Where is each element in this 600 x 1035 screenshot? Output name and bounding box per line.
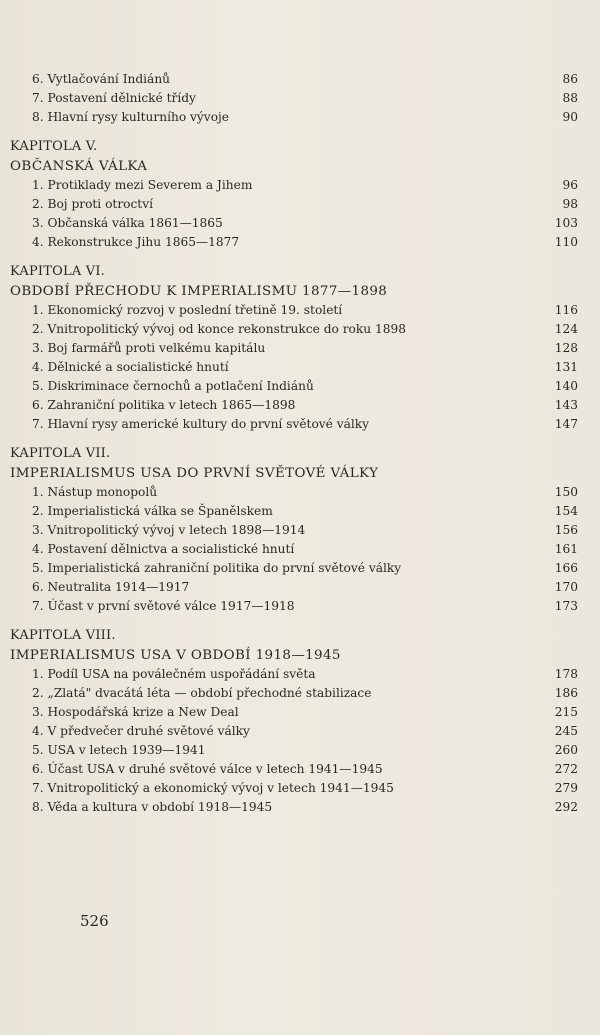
toc-entry: [10, 320, 578, 339]
toc-entry: [10, 798, 578, 817]
entry-page: 150: [554, 485, 578, 499]
entry-label: 6. Zahraniční politika v letech 1865—1898: [32, 398, 296, 412]
entry-page: 186: [554, 686, 578, 700]
toc-entry: [10, 684, 578, 703]
entry-label: 1. Protiklady mezi Severem a Jihem: [32, 178, 253, 192]
chapter-title: OBČANSKÁ VÁLKA: [10, 159, 148, 174]
chapter-heading: KAPITOLA VI.: [10, 264, 105, 279]
entry-page: 86: [562, 72, 578, 86]
toc-entry: [10, 760, 578, 779]
entry-label: 4. Rekonstrukce Jihu 1865—1877: [32, 235, 240, 249]
entry-label: 4. V předvečer druhé světové války: [32, 724, 250, 738]
page-number: 526: [80, 912, 109, 930]
entry-page: 166: [554, 561, 578, 575]
entry-page: 292: [554, 800, 578, 814]
entry-page: 279: [554, 781, 578, 795]
leading-items: [10, 70, 578, 127]
entry-label: 3. Občanská válka 1861—1865: [32, 216, 223, 230]
entry-page: 88: [562, 91, 578, 105]
toc-entry: [10, 483, 578, 502]
entry-label: 8. Věda a kultura v období 1918—1945: [32, 800, 273, 814]
entry-page: 143: [554, 398, 578, 412]
toc-entry: [10, 779, 578, 798]
entry-label: 7. Postavení dělnické třídy: [32, 91, 196, 105]
entry-label: 2. Vnitropolitický vývoj od konce rekonstrukce do roku 1898: [32, 322, 406, 336]
entry-label: 6. Účast USA v druhé světové válce v letech 1941—1945: [32, 762, 383, 776]
entry-page: 161: [554, 542, 578, 556]
table-of-contents: [10, 70, 578, 817]
entry-page: 140: [554, 379, 578, 393]
entry-page: 131: [554, 360, 578, 374]
chapter-heading: KAPITOLA V.: [10, 139, 98, 154]
entry-label: 7. Účast v první světové válce 1917—1918: [32, 599, 295, 613]
chapter-viii: [10, 626, 578, 817]
chapter-heading: KAPITOLA VIII.: [10, 628, 116, 643]
entry-label: 3. Hospodářská krize a New Deal: [32, 705, 239, 719]
entry-label: 3. Boj farmářů proti velkému kapitálu: [32, 341, 266, 355]
entry-label: 7. Hlavní rysy americké kultury do první světové války: [32, 417, 370, 431]
entry-label: 5. Imperialistická zahraniční politika do první světové války: [32, 561, 402, 575]
toc-entry: [10, 722, 578, 741]
toc-entry: [10, 703, 578, 722]
entry-page: 103: [554, 216, 578, 230]
chapter-title: IMPERIALISMUS USA DO PRVNÍ SVĚTOVÉ VÁLKY: [10, 466, 379, 481]
entry-page: 116: [554, 303, 578, 317]
toc-entry: [10, 540, 578, 559]
entry-page: 178: [554, 667, 578, 681]
toc-entry: [10, 741, 578, 760]
entry-label: 4. Postavení dělnictva a socialistické hnutí: [32, 542, 295, 556]
toc-entry: [10, 214, 578, 233]
entry-page: 173: [554, 599, 578, 613]
entry-label: 1. Ekonomický rozvoj v poslední třetině 19. století: [32, 303, 343, 317]
entry-page: 215: [554, 705, 578, 719]
chapter-title: IMPERIALISMUS USA V OBDOBÍ 1918—1945: [10, 648, 341, 663]
entry-label: 2. Boj proti otroctví: [32, 197, 153, 211]
toc-entry: [10, 176, 578, 195]
entry-page: 272: [554, 762, 578, 776]
entry-label: 2. Imperialistická válka se Španělskem: [32, 504, 273, 518]
entry-label: 2. „Zlatá" dvacátá léta — období přechodné stabilizace: [32, 686, 372, 700]
toc-entry: [10, 89, 578, 108]
toc-entry: [10, 578, 578, 597]
toc-entry: [10, 70, 578, 89]
toc-entry: [10, 233, 578, 252]
entry-page: 90: [562, 110, 578, 124]
entry-label: 7. Vnitropolitický a ekonomický vývoj v letech 1941—1945: [32, 781, 394, 795]
toc-entry: [10, 521, 578, 540]
entry-label: 4. Dělnické a socialistické hnutí: [32, 360, 229, 374]
entry-label: 8. Hlavní rysy kulturního vývoje: [32, 110, 230, 124]
toc-entry: [10, 415, 578, 434]
entry-label: 5. Diskriminace černochů a potlačení Indiánů: [32, 379, 314, 393]
entry-page: 170: [554, 580, 578, 594]
entry-page: 96: [562, 178, 578, 192]
entry-page: 124: [554, 322, 578, 336]
entry-page: 156: [554, 523, 578, 537]
toc-entry: [10, 108, 578, 127]
chapter-v: [10, 137, 578, 252]
toc-entry: [10, 195, 578, 214]
entry-page: 154: [554, 504, 578, 518]
entry-label: 6. Neutralita 1914—1917: [32, 580, 190, 594]
entry-page: 110: [554, 235, 578, 249]
entry-label: 1. Nástup monopolů: [32, 485, 158, 499]
toc-entry: [10, 597, 578, 616]
chapter-vi: [10, 262, 578, 434]
entry-page: 128: [554, 341, 578, 355]
chapter-title: OBDOBÍ PŘECHODU K IMPERIALISMU 1877—1898: [10, 284, 388, 299]
entry-page: 245: [554, 724, 578, 738]
toc-entry: [10, 301, 578, 320]
toc-entry: [10, 559, 578, 578]
toc-entry: [10, 502, 578, 521]
toc-entry: [10, 377, 578, 396]
toc-entry: [10, 665, 578, 684]
entry-label: 3. Vnitropolitický vývoj v letech 1898—1914: [32, 523, 306, 537]
entry-page: 260: [554, 743, 578, 757]
chapter-heading: KAPITOLA VII.: [10, 446, 111, 461]
toc-entry: [10, 396, 578, 415]
entry-label: 5. USA v letech 1939—1941: [32, 743, 206, 757]
entry-label: 6. Vytlačování Indiánů: [32, 72, 171, 86]
entry-label: 1. Podíl USA na poválečném uspořádání světa: [32, 667, 316, 681]
entry-page: 147: [554, 417, 578, 431]
toc-entry: [10, 358, 578, 377]
chapter-vii: [10, 444, 578, 616]
toc-entry: [10, 339, 578, 358]
entry-page: 98: [562, 197, 578, 211]
